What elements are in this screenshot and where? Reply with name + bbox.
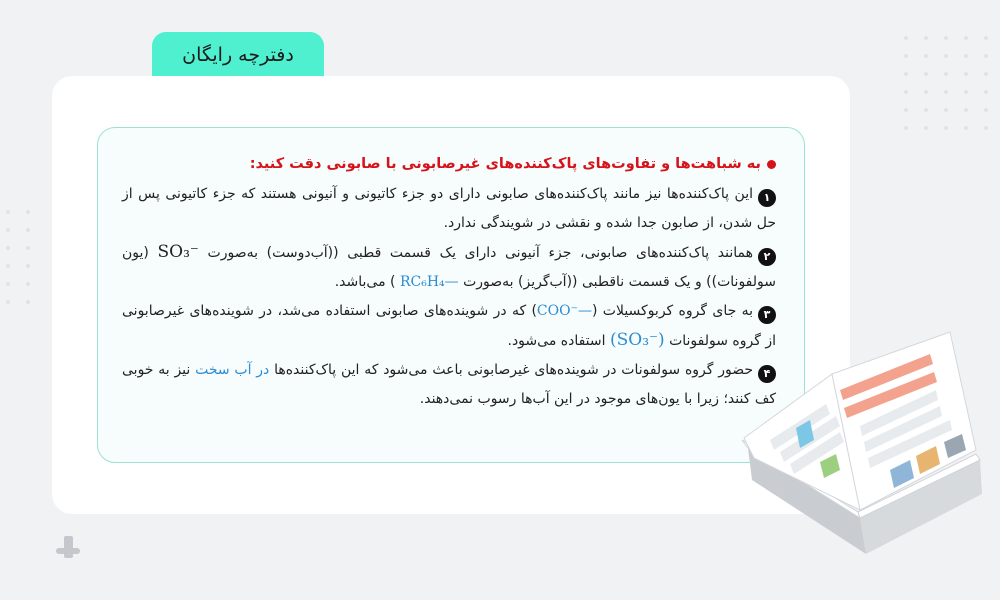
carboxylate-formula: COO⁻—: [536, 303, 592, 319]
note-text: استفاده می‌شود.: [507, 333, 606, 349]
decorative-dots: [904, 36, 990, 130]
alkylbenzene-formula: RC₆H₄—: [399, 274, 459, 290]
note-item-2: [122, 238, 776, 297]
sulfonate-group-formula: (SO₃⁻): [609, 330, 665, 350]
note-item-4: [122, 356, 776, 414]
note-text: همانند پاک‌کننده‌های صابونی، جزء آنیونی دارای یک قسمت قطبی ((آب‌دوست) به‌صورت: [207, 245, 753, 261]
note-text: حضور گروه سولفونات در شوینده‌های غیرصابونی باعث می‌شود که این پاک‌کننده‌ها: [274, 362, 754, 378]
publisher-logo: [50, 530, 90, 578]
free-booklet-tab: دفترچه رایگان: [152, 32, 324, 78]
note-text: به جای گروه کربوکسیلات (: [591, 303, 753, 319]
note-text: این پاک‌کننده‌ها نیز مانند پاک‌کننده‌های صابونی دارای دو جزء کاتیونی و آنیونی هستند که جزء کاتیونی پس از حل شدن، از صابون جدا شده و نقشی در شویندگی ندارد.: [122, 186, 776, 231]
bullet-icon: [767, 160, 776, 169]
note-text: ) می‌باشد.: [334, 274, 396, 290]
decorative-dots-left: [6, 210, 32, 304]
notes-panel: [97, 127, 805, 463]
note-text: (یون سولفونات)) و یک قسمت ناقطبی ((آب‌گریز) به‌صورت: [122, 245, 776, 290]
note-item-1: [122, 180, 776, 238]
section-heading: [122, 156, 776, 172]
note-item-3: [122, 297, 776, 356]
open-book-illustration: [740, 330, 988, 560]
number-badge-2: ۲: [758, 248, 776, 266]
note-text: نیز به خوبی کف کنند؛ زیرا با یون‌های موجود در این آب‌ها رسوب نمی‌دهند.: [122, 362, 776, 407]
number-badge-3: ۳: [758, 306, 776, 324]
number-badge-1: ۱: [758, 189, 776, 207]
number-badge-4: ۴: [758, 365, 776, 383]
note-text: ) که در شوینده‌های صابونی استفاده می‌شد، در شوینده‌های غیرصابونی از گروه سولفونات: [122, 303, 776, 349]
hard-water-highlight: در آب سخت: [195, 362, 270, 378]
heading-text: به شباهت‌ها و تفاوت‌های پاک‌کننده‌های غیرصابونی با صابونی دقت کنید:: [249, 156, 761, 172]
sulfonate-formula: SO₃⁻: [157, 242, 199, 262]
